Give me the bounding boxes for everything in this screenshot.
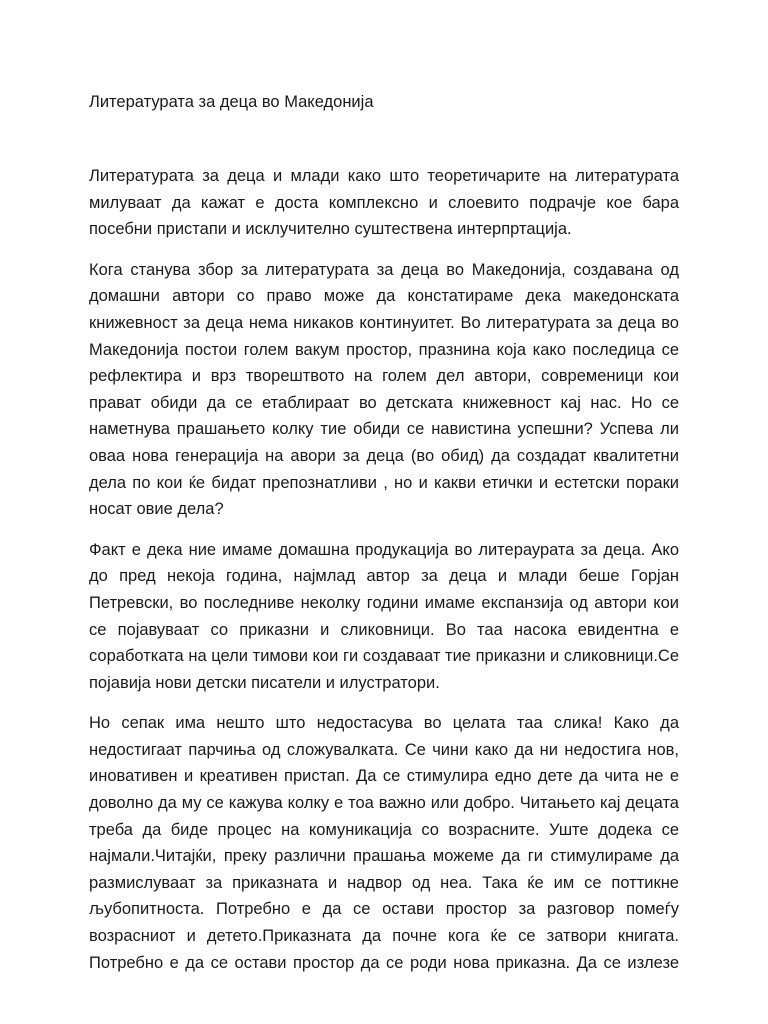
paragraph-continuity: Кога станува збор за литературата за деца во Македонија, создавана од домашни автори со право може да констатираме дека македонската книжевност за деца нема никаков континуитет. Во литературата за деца во Македонија постои голем вакум простор, празнина која како последица се рефлектира и врз творештвото на голем дел автори, современици кои прават обиди да се етаблираат во детската книжевност кај нас. Но се наметнува прашањето колку тие обиди се навистина успешни? Успева ли оваа нова генерација на авори за деца (во обид) да создадат квалитетни дела по кои ќе бидат препознатливи , но и какви етички и естетски пораки носат овие дела? <box>89 260 679 519</box>
document-title: Литературата за деца во Македонија <box>89 93 374 111</box>
paragraph-missing-piece: Но сепак има нешто што недостасува во целата таа слика! Како да недостигаат парчиња од сложувалката. Се чини како да ни недостига нов, иновативен и креативен пристап. Да се стимулира едно дете да чита не е доволно да му се кажува колку е тоа важно или добро. Читањето кај децата треба да биде процес на комуникација со возрасните. Уште додека се најмали.Читајќи, преку различни прашања можеме да ги стимулираме да размислуваат за приказната и надвор од неа. Така ќе им се поттикне љубопитноста. Потребно е да се остави простор за разговор помеѓу возрасниот и детето.Приказната да почне кога ќе се затвори книгата. Потребно е да се остави простор да се роди нова приказна. Да се излезе <box>89 714 679 972</box>
document-body <box>89 163 679 990</box>
paragraph-production: Факт е дека ние имаме домашна продукација во литераурата за деца. Ако до пред некоја година, најмлад автор за деца и млади беше Горјан Петревски, во последниве неколку години имаме експанзија од автори кои се појавуваат со приказни и сликовници. Во таа насока евидентна е соработката на цели тимови кои ги создаваат тие приказни и сликовници.Се појавија нови детски писатели и илустратори. <box>89 540 679 692</box>
paragraph-intro: Литературата за деца и млади како што теоретичарите на литературата милуваат да кажат е доста комплексно и слоевито подрачје кое бара посебни пристапи и исклучително суштествена интерпртација. <box>89 167 679 239</box>
